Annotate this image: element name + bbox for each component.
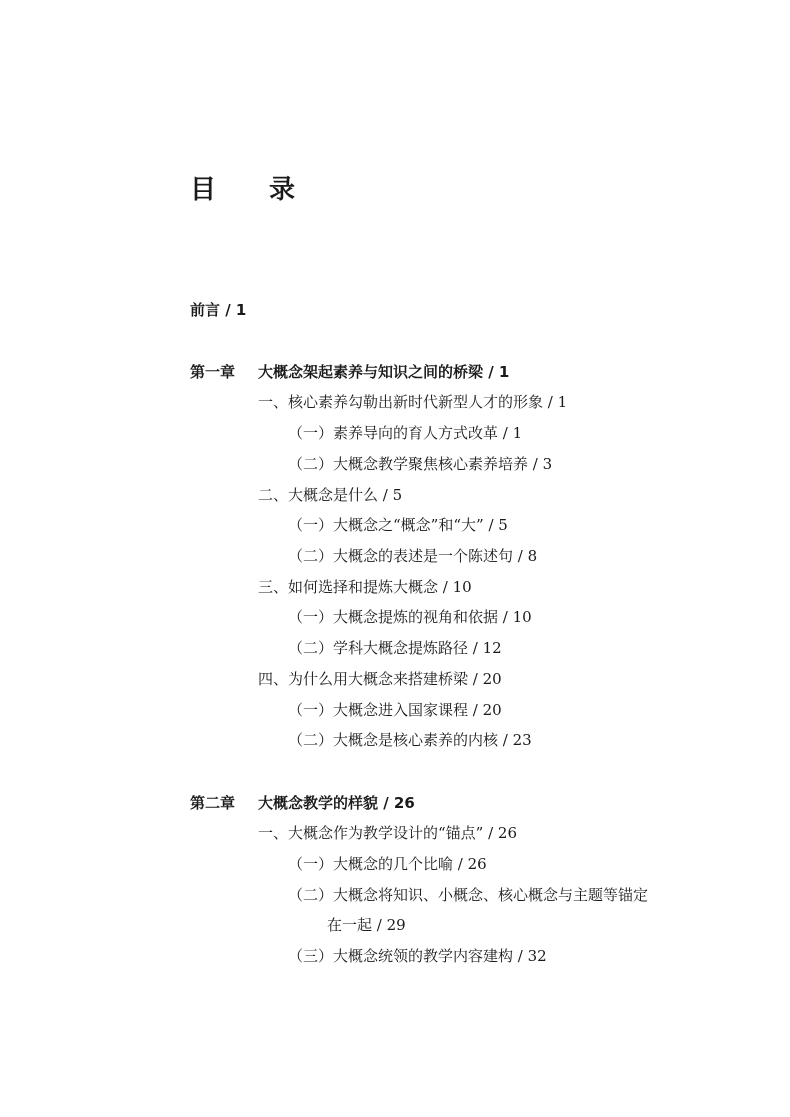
toc-ch1-section-1[interactable]: 一、核心素养勾勒出新时代新型人才的形象 / 1 [258,393,568,411]
toc-ch2-section-1-3[interactable]: （三）大概念统领的教学内容建构 / 32 [288,947,547,965]
toc-ch1-section-1-1[interactable]: （一）素养导向的育人方式改革 / 1 [288,424,523,442]
toc-ch1-section-2-2[interactable]: （二）大概念的表述是一个陈述句 / 8 [288,547,538,565]
chapter-1-label: 第一章 [190,363,236,381]
toc-ch1-section-4-2[interactable]: （二）大概念是核心素养的内核 / 23 [288,731,532,749]
toc-preface[interactable]: 前言 / 1 [190,301,247,319]
toc-chapter-1[interactable] [190,361,509,383]
toc-ch1-section-3[interactable]: 三、如何选择和提炼大概念 / 10 [258,578,472,596]
toc-ch1-section-2[interactable]: 二、大概念是什么 / 5 [258,486,403,504]
toc-ch1-section-3-1[interactable]: （一）大概念提炼的视角和依据 / 10 [288,608,532,626]
toc-chapter-2[interactable] [190,792,415,814]
toc-ch2-section-1-2[interactable]: （二）大概念将知识、小概念、核心概念与主题等锚定 [288,886,649,904]
toc-ch1-section-4-1[interactable]: （一）大概念进入国家课程 / 20 [288,701,502,719]
chapter-2-title: 大概念教学的样貌 / 26 [258,794,415,812]
toc-ch1-section-1-2[interactable]: （二）大概念教学聚焦核心素养培养 / 3 [288,455,553,473]
toc-ch1-section-3-2[interactable]: （二）学科大概念提炼路径 / 12 [288,639,502,657]
toc-ch2-section-1-2-continued[interactable]: 在一起 / 29 [327,916,406,934]
toc-ch1-section-2-1[interactable]: （一）大概念之“概念”和“大” / 5 [288,516,508,534]
chapter-2-label: 第二章 [190,794,236,812]
toc-ch1-section-4[interactable]: 四、为什么用大概念来搭建桥梁 / 20 [258,670,502,688]
toc-ch2-section-1-1[interactable]: （一）大概念的几个比喻 / 26 [288,855,487,873]
page-title: 目 录 [190,175,318,205]
toc-ch2-section-1[interactable]: 一、大概念作为教学设计的“锚点” / 26 [258,824,518,842]
chapter-1-title: 大概念架起素养与知识之间的桥梁 / 1 [258,363,510,381]
